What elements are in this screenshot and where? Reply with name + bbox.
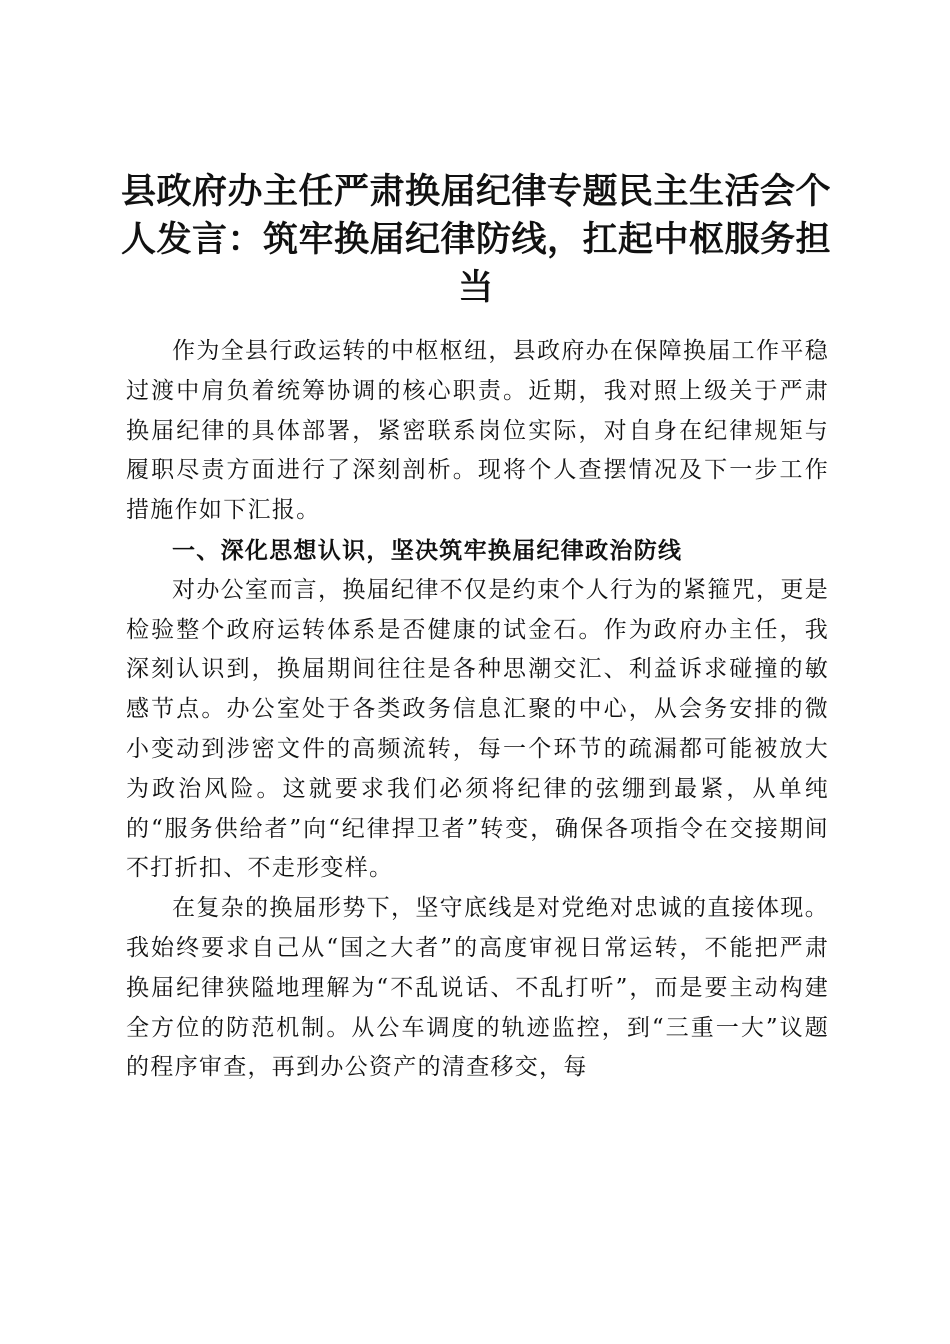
body-paragraph: 对办公室而言，换届纪律不仅是约束个人行为的紧箍咒，更是检验整个政府运转体系是否健康的试金石。作为政府办主任，我深刻认识到，换届期间往往是各种思潮交汇、利益诉求碰撞的敏感节点。办公室处于各类政务信息汇聚的中心，从会务安排的微小变动到涉密文件的高频流转，每一个环节的疏漏都可能被放大为政治风险。这就要求我们必须将纪律的弦绷到最紧，从单纯的“服务供给者”向“纪律捍卫者”转变，确保各项指令在交接期间不打折扣、不走形变样。 <box>126 576 829 882</box>
document-title: 县政府办主任严肃换届纪律专题民主生活会个人发言：筑牢换届纪律防线，扛起中枢服务担当 <box>120 171 831 308</box>
section-heading: 一、深化思想认识，坚决筑牢换届纪律政治防线 <box>172 536 683 564</box>
intro-paragraph: 作为全县行政运转的中枢枢纽，县政府办在保障换届工作平稳过渡中肩负着统筹协调的核心职责。近期，我对照上级关于严肃换届纪律的具体部署，紧密联系岗位实际，对自身在纪律规矩与履职尽责方面进行了深刻剖析。现将个人查摆情况及下一步工作措施作如下汇报。 <box>126 338 829 524</box>
document-body <box>126 332 829 1088</box>
body-paragraph: 在复杂的换届形势下，坚守底线是对党绝对忠诚的直接体现。我始终要求自己从“国之大者”的高度审视日常运转，不能把严肃换届纪律狭隘地理解为“不乱说话、不乱打听”，而是要主动构建全方位的防范机制。从公车调度的轨迹监控，到“三重一大”议题的程序审查，再到办公资产的清查移交，每 <box>126 895 829 1081</box>
